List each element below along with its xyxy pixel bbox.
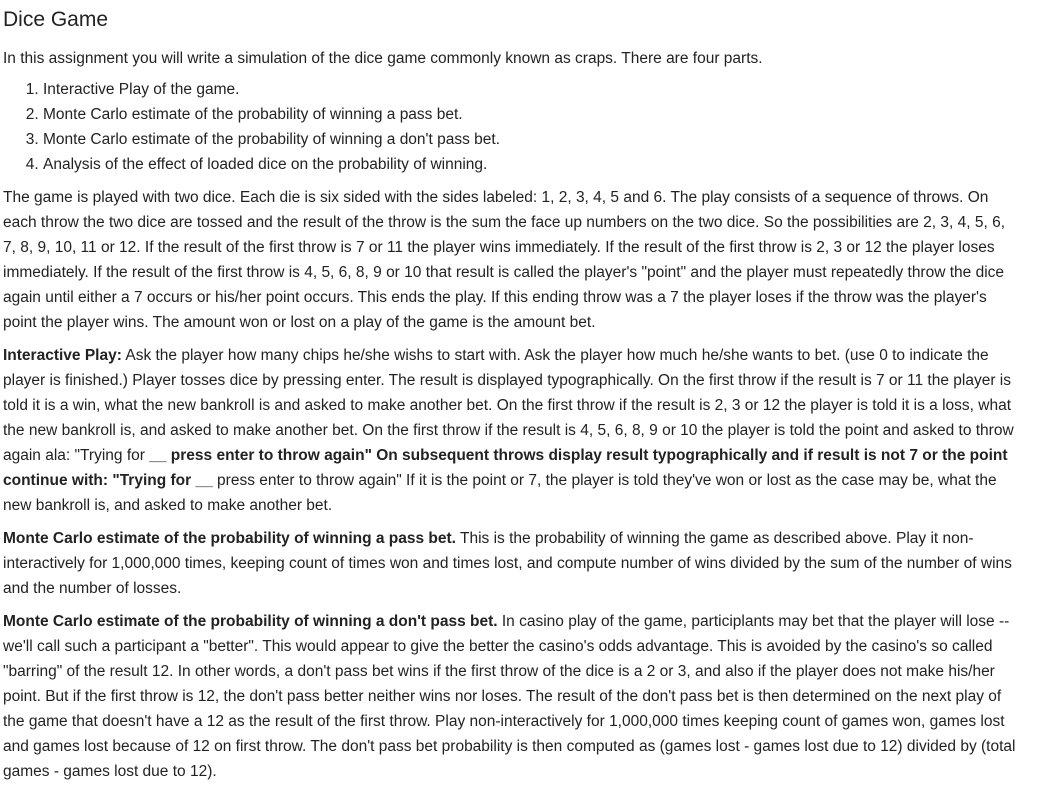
parts-list	[3, 77, 1019, 177]
interactive-play-heading: Interactive Play:	[3, 347, 122, 364]
dont-pass-bet-text: In casino play of the game, participlants may bet that the player will lose -- we'll call such a participant a "better". This would appear to give the better the casino's odds advantage. This is avoided by the casino's so called "barring" of the result 12. In other words, a don't pass bet wins if the first throw of the dice is a 2 or 3, and also if the player does not make his/her point. But if the first throw is 12, the don't pass better neither wins nor loses. The result of the don't pass bet is then determined on the next play of the game that doesn't have a 12 as the result of the first throw. Play non-interactively for 1,000,000 times keeping count of games won, games lost and games lost because of 12 on first throw. The don't pass bet probability is then computed as (games lost - games lost due to 12) divided by (total games - games lost due to 12).	[3, 613, 1016, 780]
rules-paragraph: The game is played with two dice. Each die is six sided with the sides labeled: 1, 2, 3, 4, 5 and 6. The play consists of a sequence of throws. On each throw the two dice are tossed and the result of the throw is the sum the face up numbers on the two dice. So the possibilities are 2, 3, 4, 5, 6, 7, 8, 9, 10, 11 or 12. If the result of the first throw is 7 or 11 the player wins immediately. If the result of the first throw is 2, 3 or 12 the player loses immediately. If the result of the first throw is 4, 5, 6, 8, 9 or 10 that result is called the player's "point" and the player must repeatedly throw the dice again until either a 7 occurs or his/her point occurs. This ends the play. If this ending throw was a 7 the player loses if the throw was the player's point the player wins. The amount won or lost on a play of the game is the amount bet.	[3, 189, 1006, 331]
dont-pass-bet-paragraph	[3, 609, 1019, 784]
interactive-play-text-2: press enter to throw again" If it is the point or 7, the player is told they've won or lost as the case may be, what the new bankroll is, and asked to make another bet.	[3, 472, 997, 514]
list-item: 3. Monte Carlo estimate of the probability of winning a don't pass bet.	[43, 127, 1019, 152]
interactive-play-text-1: Ask the player how many chips he/she wishs to start with. Ask the player how much he/she wants to bet. (use 0 to indicate the player is finished.) Player tosses dice by pressing enter. The result is displayed typographically. On the first throw if the result is 7 or 11 the player is told it is a win, what the new bankroll is and asked to make another bet. On the first throw if the result is 2, 3 or 12 the player is told it is a loss, what the new bankroll is, and asked to make another bet. On the first throw if the result is 4, 5, 6, 8, 9 or 10 the player is told the point and asked to throw again ala: "Trying for	[3, 347, 1014, 464]
pass-bet-text: This is the probability of winning the game as described above. Play it non-interactively for 1,000,000 times, keeping count of times won and times lost, and compute number of wins divided by the sum of the number of wins and the number of losses.	[3, 530, 1012, 597]
dont-pass-bet-heading: Monte Carlo estimate of the probability of winning a don't pass bet.	[3, 613, 498, 630]
pass-bet-paragraph	[3, 526, 1019, 601]
page-title: Dice Game	[3, 8, 109, 31]
interactive-play-bold-text: __ press enter to throw again" On subsequent throws display result typographically and if result is not 7 or the point continue with: "Trying for __	[3, 447, 1008, 489]
interactive-play-paragraph	[3, 343, 1019, 518]
intro-paragraph: In this assignment you will write a simulation of the dice game commonly known as craps. There are four parts.	[3, 50, 763, 67]
list-item: 4. Analysis of the effect of loaded dice on the probability of winning.	[43, 152, 1019, 177]
list-item: 2. Monte Carlo estimate of the probability of winning a pass bet.	[43, 102, 1019, 127]
list-item: 1. Interactive Play of the game.	[43, 77, 1019, 102]
pass-bet-heading: Monte Carlo estimate of the probability of winning a pass bet.	[3, 530, 456, 547]
